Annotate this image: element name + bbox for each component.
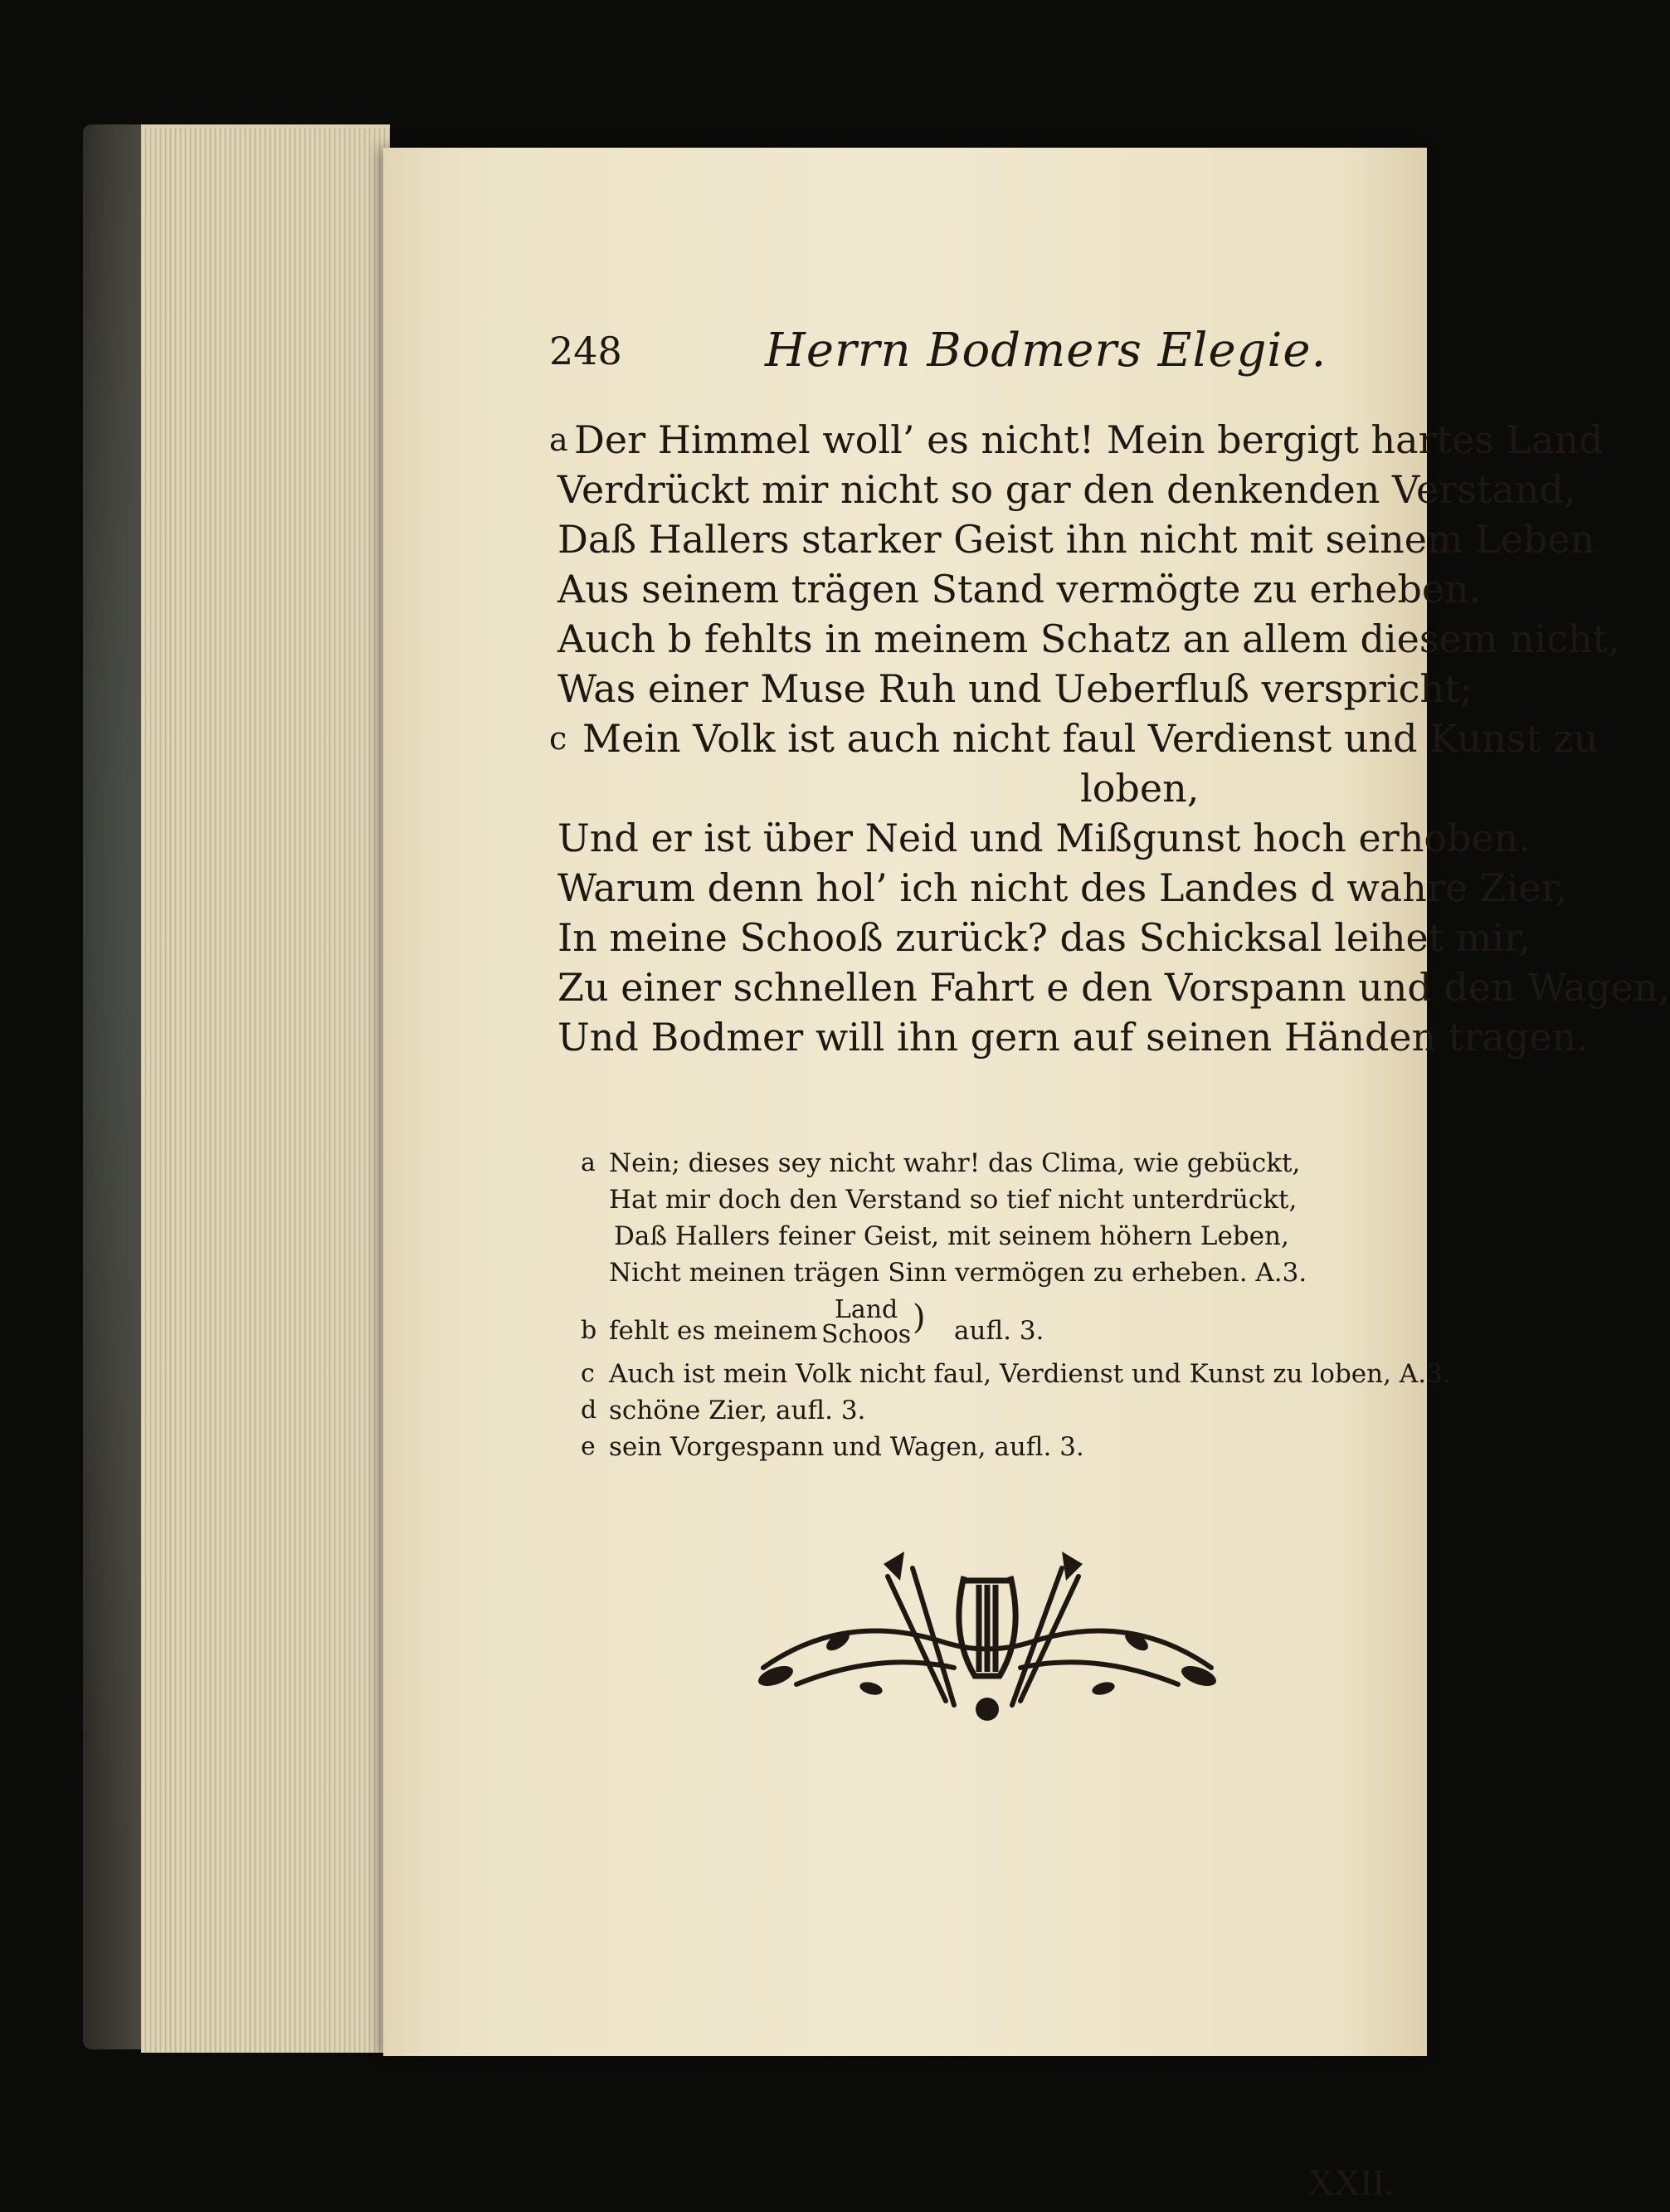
footnote-text: schöne Zier, aufl. 3. — [609, 1396, 866, 1425]
footnote-a — [581, 1145, 1410, 1182]
verse-line — [549, 415, 1604, 465]
footnotes — [581, 1145, 1451, 1465]
footnote-text: Auch ist mein Volk nicht faul, Verdienst und Kunst zu loben, A.3. — [609, 1359, 1451, 1389]
footnote-b — [581, 1295, 1410, 1356]
verse-line — [549, 614, 1620, 664]
verse-text: Mein Volk ist auch nicht faul Verdienst und Kunst zu — [582, 716, 1599, 761]
verse-line — [549, 465, 1576, 514]
footnote-marker: c — [549, 720, 567, 757]
verse-text: Der Himmel woll’ es nicht! Mein bergigt hartes Land — [574, 417, 1604, 462]
verse-line — [549, 664, 1473, 714]
running-title: Herrn Bodmers Elegie. — [765, 324, 1327, 378]
footnote-marker: e — [581, 1432, 596, 1461]
verse-text: Daß Hallers starker Geist ihn nicht mit seinem Leben — [557, 517, 1595, 562]
footnote-text: fehlt es meinem — [609, 1316, 818, 1346]
variant-brace: ) — [913, 1298, 926, 1337]
verse-line — [549, 564, 1482, 614]
variant-stack — [821, 1295, 912, 1349]
variant-bottom: Schoos — [821, 1320, 912, 1349]
verse-line — [549, 962, 1670, 1012]
footnote-c — [581, 1356, 1451, 1392]
footnote-text: sein Vorgespann und Wagen, aufl. 3. — [609, 1432, 1084, 1462]
footnote-edition: aufl. 3. — [954, 1316, 1044, 1346]
footnote-marker: b — [581, 1316, 597, 1345]
verse-line — [549, 763, 1412, 813]
verse-text: Auch b fehlts in meinem Schatz an allem diesem nicht, — [557, 616, 1620, 661]
footnote-line: Hat mir doch den Verstand so tief nicht unterdrückt, — [609, 1185, 1298, 1215]
verse-block — [549, 415, 1670, 1062]
footnote-a-line — [581, 1218, 1410, 1255]
catchword: XXII. — [1307, 2162, 1394, 2203]
verse-text: Verdrückt mir nicht so gar den denkenden Verstand, — [557, 467, 1576, 512]
verse-text: Was einer Muse Ruh und Ueberfluß verspricht; — [557, 666, 1473, 711]
footnote-a-line — [581, 1255, 1410, 1291]
verse-line — [549, 714, 1599, 763]
footnote-a-line — [581, 1182, 1410, 1218]
variant-top: Land — [834, 1295, 898, 1324]
footnote-line: Nein; dieses sey nicht wahr! das Clima, wie gebückt, — [609, 1148, 1301, 1178]
footnote-e — [581, 1429, 1410, 1465]
verse-text: Zu einer schnellen Fahrt e den Vorspann und den Wagen, — [557, 965, 1670, 1010]
verse-text: Aus seinem trägen Stand vermögte zu erheben. — [557, 567, 1482, 611]
footnote-marker: d — [581, 1396, 597, 1425]
footnote-line: Daß Hallers feiner Geist, mit seinem höhern Leben, — [614, 1221, 1289, 1251]
footnote-d — [581, 1392, 1410, 1429]
page-number: 248 — [549, 329, 622, 373]
verse-text: Warum denn hol’ ich nicht des Landes d wahre Zier, — [557, 865, 1568, 910]
footnote-marker: c — [581, 1359, 595, 1388]
verse-line — [549, 514, 1595, 564]
catchword-container — [1307, 2161, 1394, 2204]
footnote-marker: a — [549, 421, 568, 458]
footnote-line: Nicht meinen trägen Sinn vermögen zu erheben. A.3. — [609, 1258, 1307, 1288]
verse-text: Und er ist über Neid und Mißgunst hoch erhoben. — [557, 816, 1531, 860]
footnote-marker: a — [581, 1148, 596, 1177]
page-edges — [141, 124, 390, 2053]
verse-line — [549, 913, 1531, 962]
verse-text: loben, — [1080, 766, 1200, 811]
page-header — [549, 324, 1412, 382]
verse-text: Und Bodmer will ihn gern auf seinen Händen tragen. — [557, 1015, 1589, 1060]
verse-line — [549, 813, 1531, 863]
verse-text: In meine Schooß zurück? das Schicksal leihet mir, — [557, 915, 1531, 960]
verse-line — [549, 1012, 1589, 1062]
verse-line — [549, 863, 1568, 913]
lyre-ornament — [747, 1543, 1228, 1734]
